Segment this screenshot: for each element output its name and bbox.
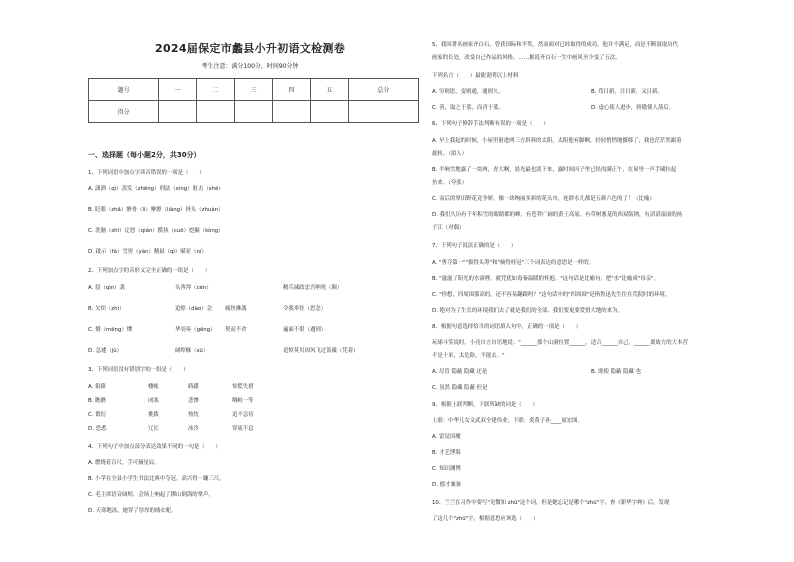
option-part: 闭塞 — [148, 398, 159, 404]
score-input-cell[interactable] — [235, 101, 273, 123]
option-part: 悲惨 — [188, 398, 199, 404]
option[interactable]: B. 欠炽（zhì） — [88, 306, 125, 312]
option[interactable]: C. 而后的掌田野花竟争妍，像一块绚丽多彩的花头巾，连群水儿都是五颜六色的了！（比喻） — [432, 196, 655, 202]
question-6: 6、下列句子修辞手法判断有误的一项是（ ） — [432, 121, 549, 127]
option[interactable]: A. 尽管 隐蔽 隐藏 还是 — [432, 369, 488, 375]
question-5-line-1: 5、我国著名画家齐白石，曾获国际和平奖。然而面对已经取得的成功，他并不满足，而是不断汲取历代 — [432, 42, 679, 48]
option-part: 咽鲑一等 — [232, 398, 254, 404]
option[interactable]: C. 毛主席语音阔绰，会场上响起了掷山倒海的掌声。 — [88, 492, 214, 498]
question-9: 9、根据上联判断，下联所缺的词是（ ） — [432, 402, 538, 408]
option[interactable]: B. 才艺博海 — [432, 450, 461, 456]
score-table — [88, 78, 419, 123]
option[interactable]: D. 急遽（jù） — [88, 348, 123, 354]
option[interactable]: C. 洗脑（shī）迂怒（qián）揽执（cuō）挖掘（kòng） — [88, 228, 224, 234]
option[interactable]: C. 虽然 隐藏 隐蔽 但是 — [432, 385, 488, 391]
option-continuation: 旋转。（拟人） — [432, 151, 468, 157]
option-part: 阔绰酥（sū） — [175, 348, 209, 354]
option[interactable]: B. 半响雪地露了一块两，青大啊，晨光最也淡下来，露时间闪子里已经沟满正午，在屋里一声手刷拉起 — [432, 167, 677, 173]
option-part: 精兵减政忠吾呐死（颠） — [283, 285, 343, 291]
table-cell: 五 — [310, 79, 348, 101]
question-5-prompt: 下列名言（ ）最能说明以上材料 — [432, 73, 519, 79]
option-part: 头涔涔（cén） — [175, 285, 212, 291]
option[interactable]: A. 侵（qìn）袭 — [88, 285, 125, 291]
table-cell: 三 — [235, 79, 273, 101]
option-part: 追悼莫贝因风飞过蔷薇（凭着） — [283, 348, 359, 354]
option-part: 楼帐 — [148, 384, 159, 390]
option[interactable]: D. 啟示（fá）雪窖（yàn）精悬（qì）赋亚（ní） — [88, 249, 207, 255]
score-input-cell[interactable] — [197, 101, 235, 123]
option[interactable]: B. 瞧瞧 — [88, 398, 106, 404]
option[interactable]: A. 穷则思，变则通，通则久。 — [432, 89, 504, 95]
page-title: 2024届保定市蠡县小升初语文检测卷 — [154, 42, 345, 55]
option-part: 契而不舍 — [225, 327, 247, 333]
option-part: 惊慌失措 — [232, 384, 254, 390]
table-cell: 得分 — [89, 101, 159, 123]
option[interactable]: A. 潇洒（qì）蒸发（zhēng）刑法（xíng）射击（shè） — [88, 186, 224, 192]
option-part: 冰冷 — [188, 426, 199, 432]
score-input-cell[interactable] — [310, 101, 348, 123]
option[interactable]: C. 繁衍 — [88, 412, 106, 418]
option[interactable]: D. 虚心使人进步，骄傲使人落后。 — [591, 105, 675, 111]
option-part: 冗长 — [148, 426, 159, 432]
score-input-cell[interactable] — [159, 101, 197, 123]
option[interactable]: D. 我们久历有千年积雪的眼睛都的峰，有苍莽广阔的黄土高原，有草树葱茏的西双版纳，有滔滔滚滚的扬 — [432, 212, 683, 218]
option-part: 追悼（dào）会 — [175, 306, 212, 312]
question-1: 1、下列词语中加点字读音错误的一项是（ ） — [88, 170, 205, 176]
question-8-text-2: 不是十米，太危险，不能去。" — [432, 353, 505, 359]
table-cell: 二 — [197, 79, 235, 101]
option-continuation: 子江（对偶） — [432, 225, 465, 231]
option[interactable]: B. 即使 隐蔽 隐藏 也 — [591, 369, 642, 375]
question-10-line-2: 了这几个"zhū"字，根据意思应该选（ ） — [432, 516, 539, 522]
option[interactable]: C. 懵（mēng）懂 — [88, 327, 133, 333]
question-9-text: 上联：中华儿女文武双全建伟业；下联：炎黄子孙____展宏图。 — [432, 418, 583, 424]
option[interactable]: A. 狼藉 — [88, 384, 106, 390]
question-2: 2、下列加点字的音形义完全正确的一组是（ ） — [88, 268, 211, 274]
option[interactable]: D. 天寒地冻，她穿了厚厚的绒衣呢。 — [88, 508, 177, 514]
question-8: 8、根据句意选择恰当的词语填入句中，正确的一项是（ ） — [432, 324, 581, 330]
option[interactable]: C. "你想，四周围那高的，还不容易翻跟吗？"这句话中的"四周围"是指鲁迅先生住在荒院时的环境。 — [432, 292, 671, 298]
option[interactable]: C. 善，取之于蓝，而青于蓝。 — [432, 105, 504, 111]
section-heading: 一、选择题（每小题2分，共30分） — [88, 151, 201, 159]
table-cell: 总分 — [348, 79, 418, 101]
option-part: 踌躇 — [188, 384, 199, 390]
question-5-line-2: 画家的长处，改变自己作品的风格。……据说齐白石一生中画风至少变了五次。 — [432, 55, 621, 61]
score-table-score-row — [89, 101, 419, 123]
question-3: 3、下列词语没有错别字的一组是（ ） — [88, 367, 189, 373]
option-part: 遍面不堪（遇到） — [283, 327, 327, 333]
option-continuation: 鱼来。（夸张） — [432, 180, 468, 186]
question-4: 4、下列句子中加点部分表达效果不同的一句是（ ） — [88, 444, 221, 450]
table-cell: 一 — [159, 79, 197, 101]
score-table-header-row — [89, 79, 419, 101]
option[interactable]: C. 知识渊博 — [432, 466, 461, 472]
question-7: 7、下列句子说法正确的是（ ） — [432, 243, 517, 249]
score-input-cell[interactable] — [272, 101, 310, 123]
question-8-text: 玩球斗笑说时，小亮自言自语地说："______那个山洞位置______，适合______自己，______离故方的大本营 — [432, 340, 688, 346]
question-10-line-1: 10、兰兰在习作中要写"见微知 zhū"这个词，但是她忘记是哪个"zhū"字，查《新华字典》后，发现 — [432, 500, 670, 506]
option[interactable]: B. 小苹在全县小学生书法比赛中夺冠，高兴得一蹦三尺。 — [88, 476, 225, 482]
table-cell: 四 — [272, 79, 310, 101]
score-input-cell[interactable] — [348, 101, 418, 123]
option-part: 挑拨 — [148, 412, 159, 418]
option[interactable]: B. 苟日新，日日新，又日新。 — [591, 89, 663, 95]
option-part: 追不急待 — [232, 412, 254, 418]
option-part: 令我牵挂（思念） — [283, 306, 327, 312]
option[interactable]: B. 眨眼（zhǎ）骸骨（lì）摩擦（liàng）挤头（zhuàn） — [88, 207, 224, 213]
option[interactable]: D. 恐悉 — [88, 426, 107, 432]
option-part: 痛快淋漓 — [225, 306, 247, 312]
table-cell: 题号 — [89, 79, 159, 101]
exam-note: 考生注意：满分100分，时间90分钟 — [201, 63, 299, 70]
option[interactable]: B. "滋滋了阳光的水滚哮，就凭犹如毒秦温暖的怀抱。"这句话是比喻句，把"水"比喻成"母亲"。 — [432, 276, 659, 282]
option[interactable]: A. 燃烧着百尺，手可摘星辰。 — [88, 460, 160, 466]
option[interactable]: A. "勇夺第一""拔得头筹"和"摘得桂冠"三个词表达的意思是一样的。 — [432, 260, 595, 266]
option-part: 穿流不息 — [232, 426, 254, 432]
option[interactable]: A. 雷觉国魔 — [432, 434, 461, 440]
option[interactable]: D. 德才兼备 — [432, 482, 462, 488]
option[interactable]: D. 绝对为了生长的环境我们去了就是我们的全部，我们要更要爱惜大地的来为。 — [432, 308, 623, 314]
option[interactable]: A. 早上我起的时候，小屋里射进两三方斜斜的太阳，太阳他有脚啊，轻轻悄悄地挪移了；我也茫茫然跟着 — [432, 138, 682, 144]
option-part: 热忱 — [188, 412, 199, 418]
option-part: 华羽奏（gēng） — [175, 327, 216, 333]
